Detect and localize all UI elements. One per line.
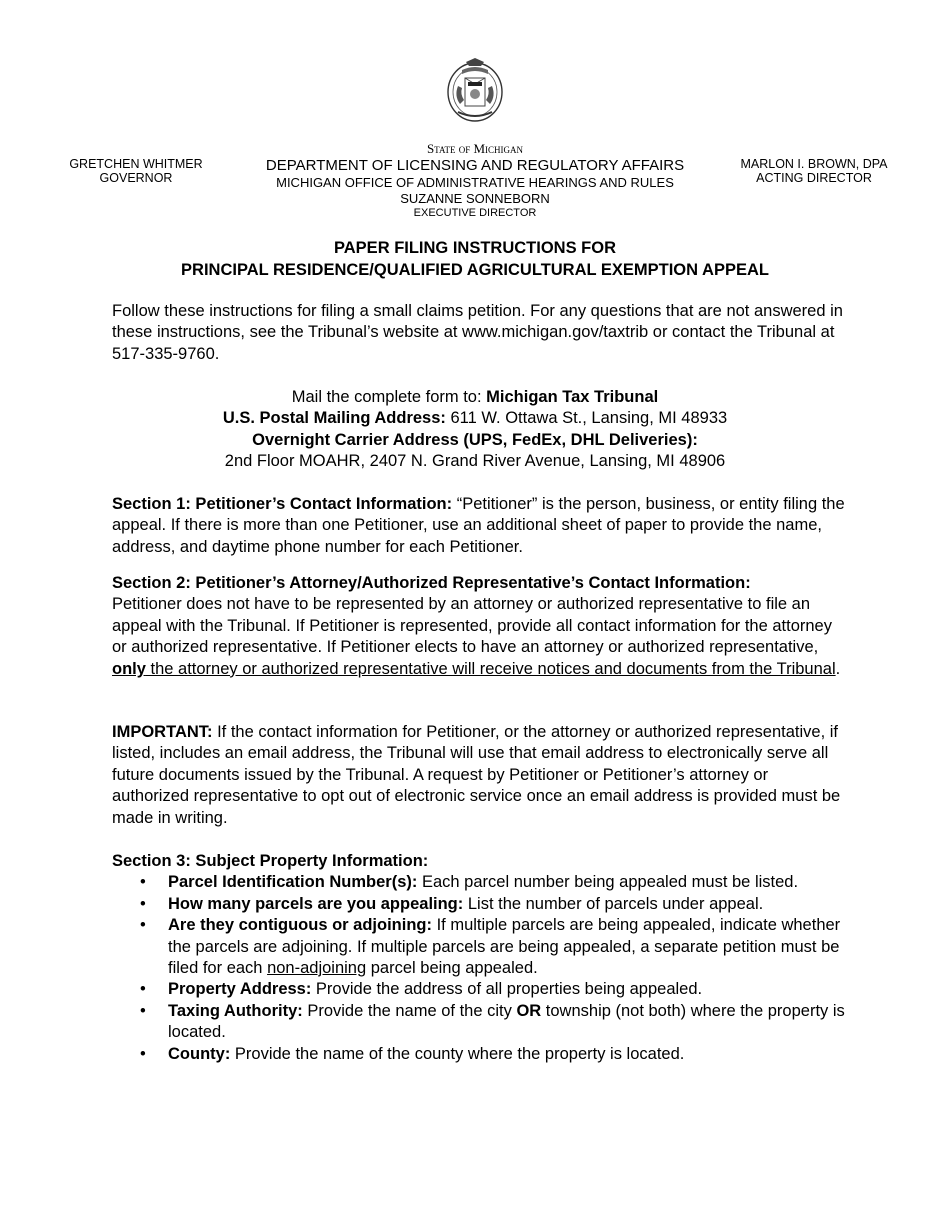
governor-title: GOVERNOR — [99, 171, 173, 185]
bullet-icon: • — [140, 980, 146, 999]
director-name: MARLON I. BROWN, DPA — [740, 157, 888, 171]
section-1-heading: Section 1: Petitioner’s Contact Information: — [112, 495, 453, 513]
item-end: township (not both) where the property is located. — [168, 1001, 845, 1042]
list-item — [112, 1044, 847, 1065]
section-2-only: only — [112, 659, 146, 678]
item-bold: OR — [516, 1001, 542, 1020]
office-name: MICHIGAN OFFICE OF ADMINISTRATIVE HEARINGS AND RULES — [276, 175, 674, 190]
section-1-paragraph — [112, 494, 847, 558]
intro-paragraph: Follow these instructions for filing a small claims petition. For any questions that are not answered in these instructions, see the Tribunal’s website at www.michigan.gov/taxtrib or contact the Tribunal at 517-335-9760. — [112, 302, 843, 363]
item-end: parcel being appealed. — [366, 959, 538, 978]
list-item — [112, 979, 847, 1000]
item-label: Parcel Identification Number(s): — [168, 873, 418, 892]
executive-name: SUZANNE SONNEBORN — [400, 191, 550, 206]
section-2-text: Petitioner does not have to be represented by an attorney or authorized representative to file an appeal with the Tribunal. If Petitioner is represented, provide all contact information for the attorney or authorized representative. If Petitioner elects to have an attorney or authorized representative, — [112, 595, 832, 657]
important-label: IMPORTANT: — [112, 723, 213, 741]
item-text: Each parcel number being appealed must be listed. — [417, 873, 799, 892]
bullet-icon: • — [140, 916, 146, 935]
important-paragraph — [112, 722, 847, 829]
section-2-underlined: the attorney or authorized representative will receive notices and documents from the Tribunal — [145, 659, 836, 678]
department-name: DEPARTMENT OF LICENSING AND REGULATORY AFFAIRS — [265, 157, 685, 174]
document-title — [100, 237, 850, 281]
governor-name: GRETCHEN WHITMER — [69, 157, 203, 171]
item-text: Provide the name of the city — [302, 1001, 517, 1020]
item-label: Are they contiguous or adjoining: — [168, 916, 432, 935]
section-2-paragraph — [112, 573, 847, 680]
mail-recipient: Michigan Tax Tribunal — [486, 388, 659, 406]
postal-label: U.S. Postal Mailing Address: — [222, 409, 446, 428]
mail-line — [100, 387, 850, 408]
item-text: List the number of parcels under appeal. — [463, 894, 764, 913]
director-block — [730, 157, 898, 185]
bullet-icon: • — [140, 873, 146, 892]
bullet-icon: • — [140, 1001, 146, 1020]
executive-title: EXECUTIVE DIRECTOR — [413, 207, 537, 219]
section-3-heading: Section 3: Subject Property Information: — [112, 852, 429, 870]
section-1-text: “Petitioner” is the person, business, or entity filing the appeal. If there is more than one Petitioner, use an additional sheet of paper to provide the name, address, and daytime phone number for each Petitioner. — [112, 495, 845, 556]
list-item — [112, 1001, 847, 1044]
important-text: If the contact information for Petitioner, or the attorney or authorized representative, if listed, includes an email address, the Tribunal will use that email address to electronically serve all future documents issued by the Tribunal. A request by Petitioner or Petitioner’s attorney or authorized representative to opt out of electronic service once an email address is provided must be made in writing. — [112, 723, 841, 827]
section-3-list — [112, 872, 847, 1065]
item-label: Taxing Authority: — [168, 1001, 303, 1020]
overnight-address: 2nd Floor MOAHR, 2407 N. Grand River Avenue, Lansing, MI 48906 — [224, 452, 726, 471]
title-line-1: PAPER FILING INSTRUCTIONS FOR — [333, 239, 617, 257]
item-text: Provide the address of all properties being appealed. — [311, 980, 703, 999]
mailing-block — [100, 387, 850, 473]
director-title: ACTING DIRECTOR — [756, 171, 872, 185]
item-text: Provide the name of the county where the property is located. — [230, 1044, 685, 1063]
title-line-2: PRINCIPAL RESIDENCE/QUALIFIED AGRICULTURAL EXEMPTION APPEAL — [181, 261, 769, 279]
section-2-end: . — [835, 659, 841, 678]
item-label: How many parcels are you appealing: — [168, 894, 464, 913]
item-underlined: non-adjoining — [267, 959, 367, 978]
item-label: County: — [168, 1044, 231, 1063]
state-name: State of Michigan — [426, 141, 524, 156]
mail-prefix: Mail the complete form to: — [291, 388, 487, 406]
governor-block — [56, 157, 216, 185]
section-3 — [112, 851, 847, 1065]
agency-block — [225, 140, 725, 220]
postal-line — [100, 408, 850, 429]
list-item — [112, 915, 847, 979]
section-2-heading: Section 2: Petitioner’s Attorney/Authorized Representative’s Contact Information: — [112, 574, 751, 592]
michigan-seal-icon — [444, 56, 506, 124]
item-label: Property Address: — [168, 980, 312, 999]
postal-address: 611 W. Ottawa St., Lansing, MI 48933 — [445, 409, 728, 428]
bullet-icon: • — [140, 1044, 146, 1063]
bullet-icon: • — [140, 894, 146, 913]
item-text: If multiple parcels are being appealed, indicate whether the parcels are adjoining. If multiple parcels are being appealed, a separate petition must be filed for each — [168, 916, 841, 978]
section-2-body — [112, 594, 847, 680]
overnight-label: Overnight Carrier Address (UPS, FedEx, DHL Deliveries): — [252, 430, 698, 449]
list-item — [112, 872, 847, 893]
list-item — [112, 894, 847, 915]
